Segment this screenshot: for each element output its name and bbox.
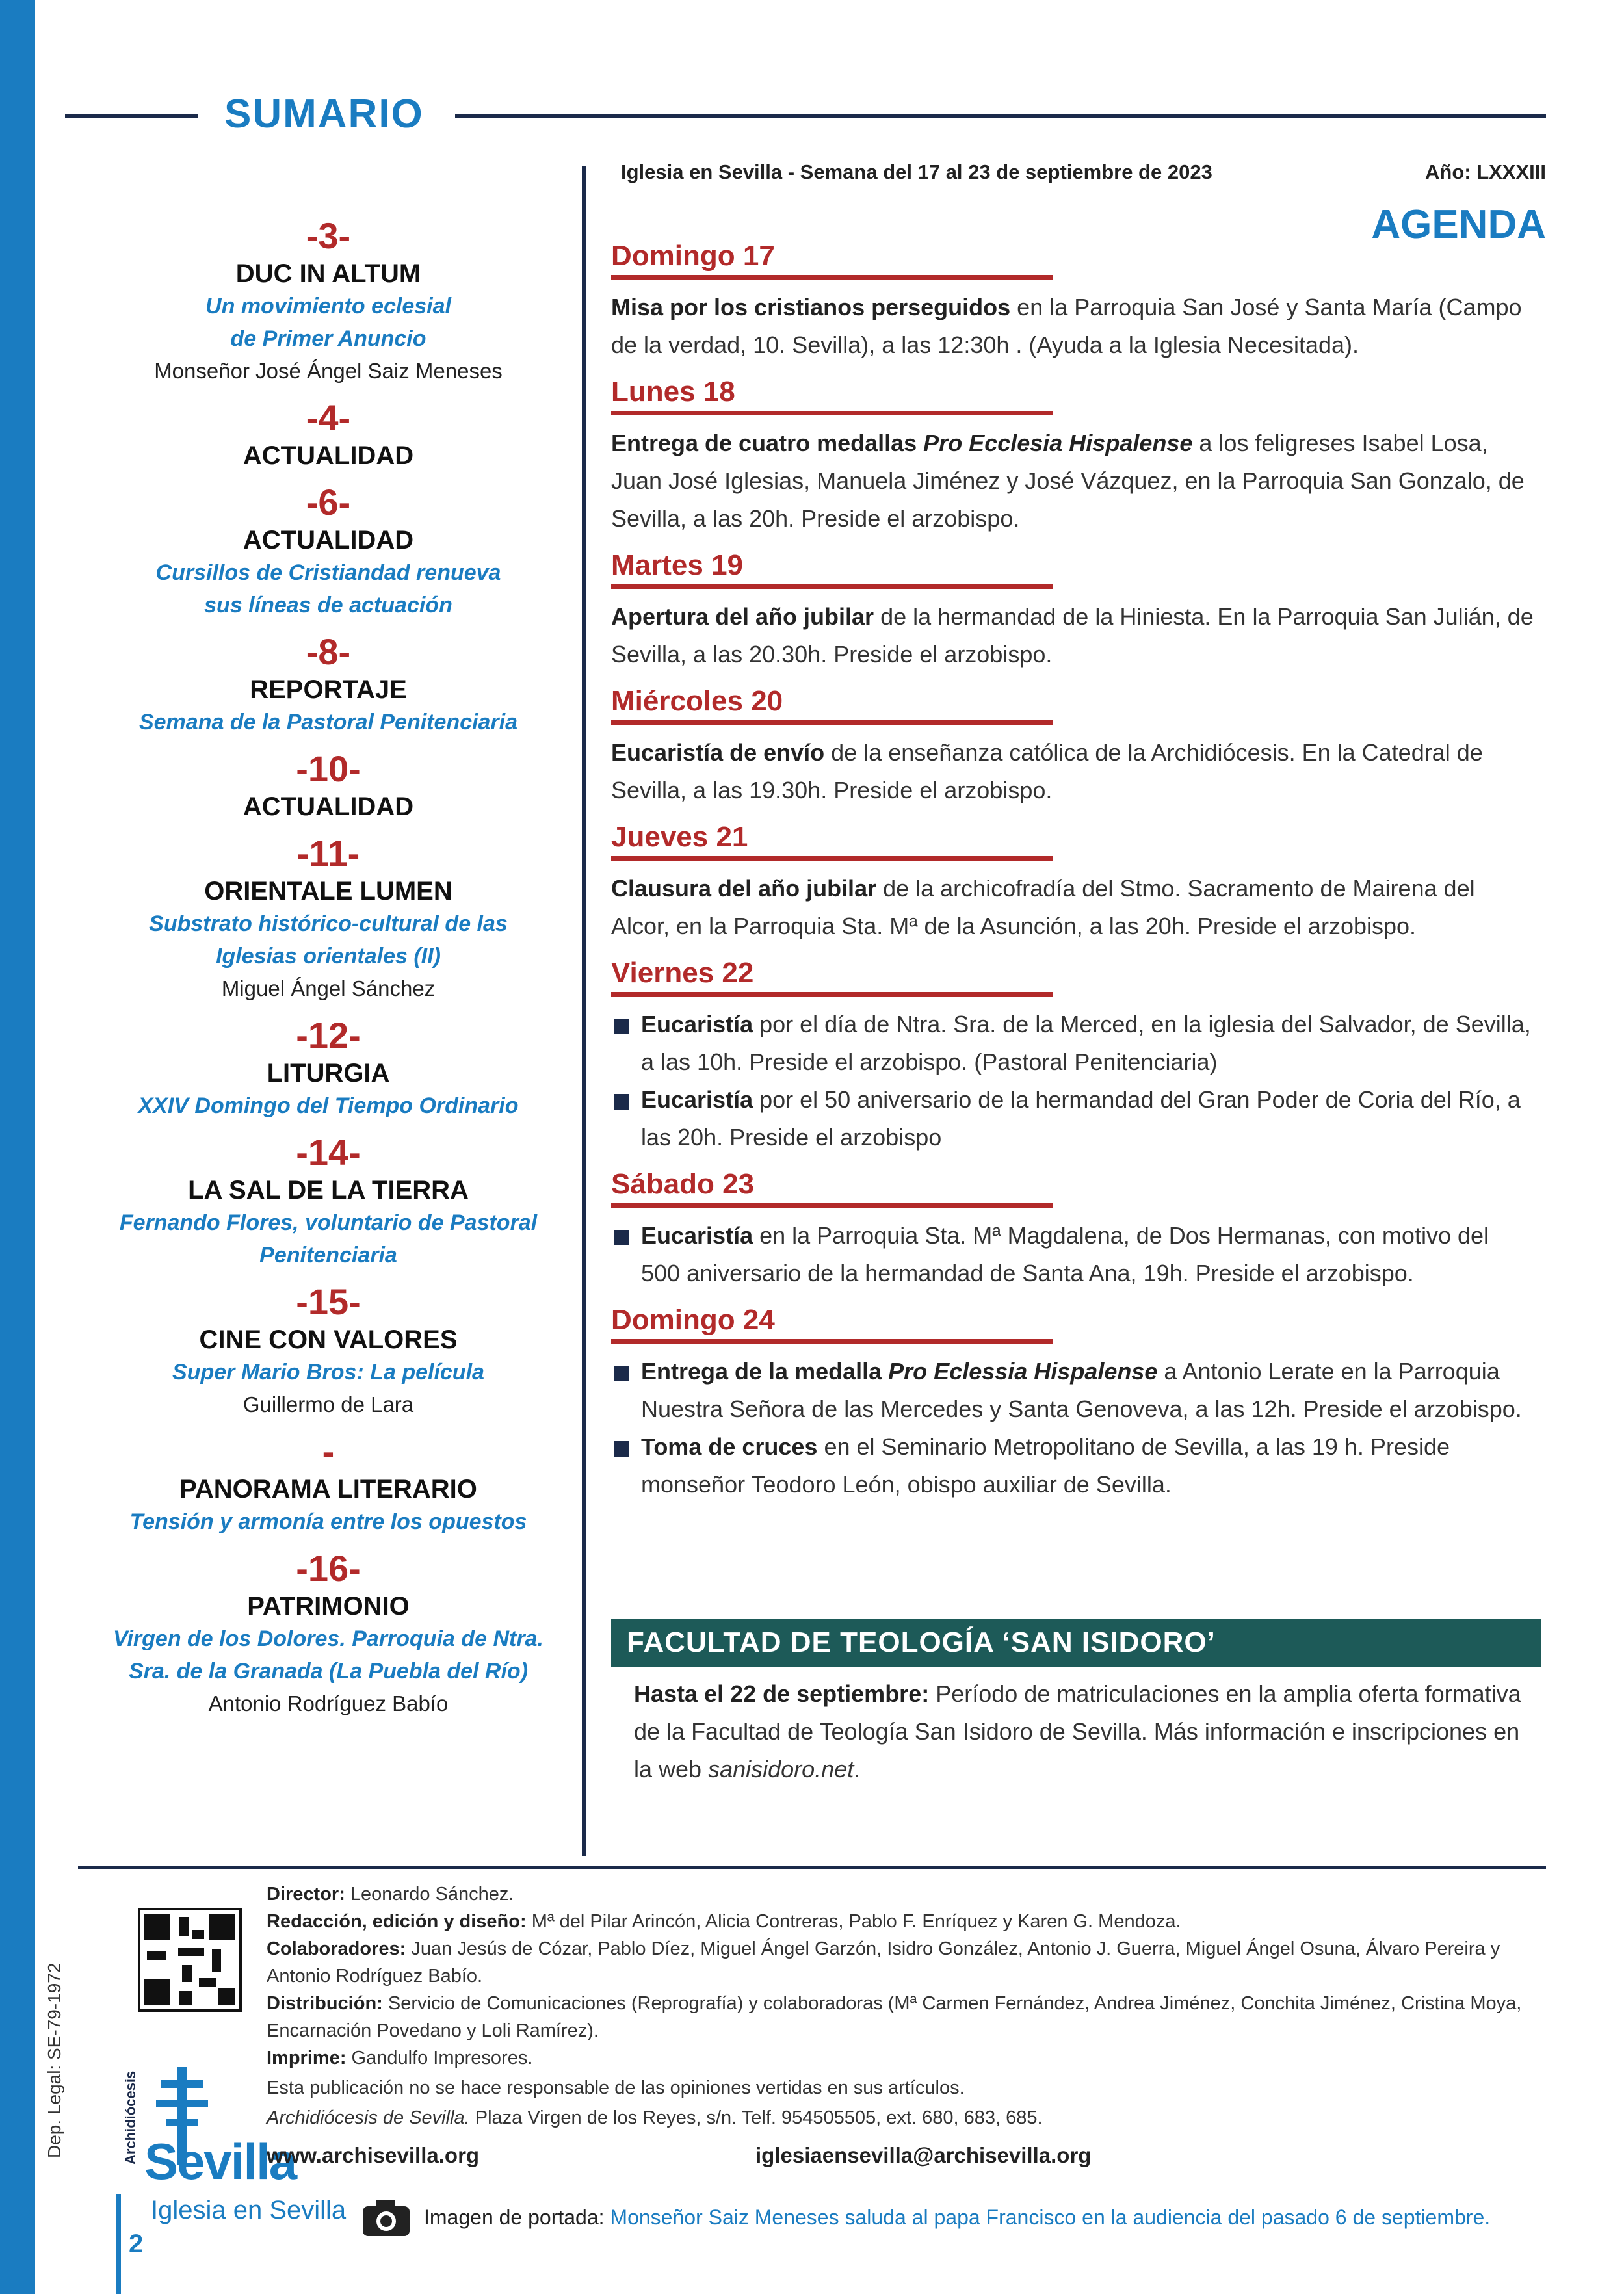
footer-rule [78, 1866, 1546, 1869]
agenda-day [611, 373, 1534, 538]
sumario-item[interactable] [78, 832, 579, 1005]
sumario-item[interactable] [78, 481, 579, 621]
brand-name: Iglesia en Sevilla [151, 2196, 347, 2224]
sumario-subtitle: Tensión y armonía entre los opuestos [129, 1509, 527, 1534]
credit-label: Distribución: [267, 1993, 383, 2014]
cover-caption [424, 2204, 1529, 2231]
cover-text: Monseñor Saiz Meneses saluda al papa Francisco en la audiencia del pasado 6 de septiembre. [604, 2206, 1491, 2229]
agenda-event [611, 598, 1534, 673]
agenda-day [611, 954, 1534, 1156]
address-org: Archidiócesis de Sevilla. [267, 2107, 470, 2128]
credit-text: Juan Jesús de Cózar, Pablo Díez, Miguel Ángel Garzón, Isidro González, Antonio J. Guerra, Miguel Ángel Osuna, Álvaro Pereira y Antonio Rodríguez Babío. [267, 1938, 1500, 1987]
agenda-event [611, 1428, 1534, 1504]
agenda-event-title: Misa por los cristianos perseguidos [611, 294, 1011, 320]
agenda-event [611, 1006, 1534, 1081]
website-link[interactable]: www.archisevilla.org [267, 2143, 480, 2167]
credit-line [267, 1990, 1547, 2044]
sumario-item[interactable] [78, 1430, 579, 1538]
agenda-event-text: a los feligreses Isabel Losa, Juan José Iglesias, Manuela Jiménez y José Vázquez, en la Parroquia San Gonzalo, de Sevilla, a las 20h. Preside el arzobispo. [611, 430, 1525, 532]
email-link[interactable]: iglesiaensevilla@archisevilla.org [755, 2143, 1092, 2167]
sumario-page-number: -10- [296, 748, 361, 789]
sumario-page-number: -6- [306, 482, 351, 523]
agenda-event [611, 870, 1534, 945]
agenda-event-text: en el Seminario Metropolitano de Sevilla, a las 19 h. Preside monseñor Teodoro León, obispo auxiliar de Sevilla. [641, 1433, 1450, 1498]
credit-label: Director: [267, 1884, 345, 1905]
credit-line [267, 1908, 1547, 1935]
qr-code[interactable] [138, 1908, 242, 2012]
credit-line [267, 1881, 1547, 1908]
sumario-page-number: -12- [296, 1015, 361, 1056]
agenda-event [611, 289, 1534, 364]
bullet-square-icon [614, 1094, 629, 1110]
credit-label: Colaboradores: [267, 1938, 406, 1959]
sumario-section: CINE CON VALORES [199, 1325, 458, 1354]
sumario-author: Miguel Ángel Sánchez [221, 976, 436, 1000]
agenda-event-title: Apertura del año jubilar [611, 603, 874, 630]
agenda-day-title: Viernes 22 [611, 954, 1053, 997]
sumario-item[interactable] [78, 1281, 579, 1421]
sumario-author: Antonio Rodríguez Babío [208, 1691, 449, 1715]
agenda-event-italic: Pro Eclessia Hispalense [888, 1358, 1158, 1385]
agenda-event-text: de la enseñanza católica de la Archidiócesis. En la Catedral de Sevilla, a las 19.30h. Preside el arzobispo. [611, 739, 1483, 803]
sumario-page-number: -4- [306, 397, 351, 438]
facultad-date: Hasta el 22 de septiembre: [634, 1680, 930, 1707]
sumario-page-number: -14- [296, 1132, 361, 1173]
sumario-page-number: -3- [306, 215, 351, 256]
publication-line: Iglesia en Sevilla - Semana del 17 al 23 de septiembre de 2023 [621, 161, 1212, 183]
agenda-title: AGENDA [1371, 202, 1546, 247]
agenda-day [611, 1301, 1534, 1504]
sumario-item[interactable] [78, 1131, 579, 1271]
sumario-item[interactable] [78, 1014, 579, 1122]
agenda-event-text: de la archicofradía del Stmo. Sacramento de Mairena del Alcor, en la Parroquia Sta. Mª de la Asunción, a las 20h. Preside el arzobispo. [611, 875, 1475, 939]
agenda-event [611, 1081, 1534, 1156]
agenda-event-text: por el día de Ntra. Sra. de la Merced, en la iglesia del Salvador, de Sevilla, a las 10h. Preside el arzobispo. (Pastoral Penitenciaria) [641, 1011, 1531, 1075]
credit-line [267, 1935, 1547, 1990]
bullet-square-icon [614, 1230, 629, 1245]
agenda-event-text: en la Parroquia San José y Santa María (Campo de la verdad, 10. Sevilla), a las 12:30h . (Ayuda a la Iglesia Necesitada). [611, 294, 1522, 358]
sumario-author: Monseñor José Ángel Saiz Meneses [154, 359, 503, 383]
agenda-day-title: Domingo 24 [611, 1301, 1053, 1344]
facultad-banner: FACULTAD DE TEOLOGÍA ‘SAN ISIDORO’ [611, 1619, 1541, 1667]
sumario-item[interactable] [78, 1547, 579, 1720]
facultad-body: Período de matriculaciones en la amplia oferta formativa de la Facultad de Teología San Isidoro de Sevilla. Más información e inscripciones en la web [634, 1680, 1521, 1782]
left-accent-bar [0, 0, 35, 2294]
sumario-author: Guillermo de Lara [242, 1392, 414, 1416]
agenda-day-title: Domingo 17 [611, 237, 1053, 280]
page-number: 2 [129, 2230, 144, 2258]
agenda-event-title: Eucaristía [641, 1011, 753, 1037]
year-label: Año: LXXXIII [1425, 161, 1546, 183]
sumario-subtitle: Substrato histórico-cultural de las [149, 911, 508, 936]
sumario-section: LA SAL DE LA TIERRA [188, 1176, 469, 1205]
sumario-subtitle: Virgen de los Dolores. Parroquia de Ntra. [113, 1626, 544, 1651]
sumario-section: PANORAMA LITERARIO [179, 1475, 477, 1504]
sumario-subtitle: sus líneas de actuación [204, 593, 452, 618]
credit-text: Mª del Pilar Arincón, Alicia Contreras, Pablo F. Enríquez y Karen G. Mendoza. [526, 1911, 1181, 1932]
agenda-event [611, 1353, 1534, 1428]
sumario-section: PATRIMONIO [247, 1592, 410, 1621]
address-text: Plaza Virgen de los Reyes, s/n. Telf. 954505505, ext. 680, 683, 685. [469, 2107, 1043, 2128]
dep-legal: Dep. Legal: SE-79-1972 [44, 1962, 64, 2158]
facultad-web-link[interactable]: sanisidoro.net [708, 1756, 854, 1782]
credits-block [267, 1881, 1547, 2131]
sumario-page-number: -8- [306, 631, 351, 672]
agenda-event-italic: Pro Ecclesia Hispalense [923, 430, 1193, 456]
sumario-section: ACTUALIDAD [242, 441, 414, 470]
logo-sevilla-text: Sevilla [144, 2133, 296, 2190]
top-rule-right [455, 114, 1546, 118]
agenda-event-text: a Antonio Lerate en la Parroquia Nuestra Señora de las Mercedes y Santa Genoveva, a las 12h. Preside el arzobispo. [641, 1358, 1522, 1422]
agenda-event-title: Clausura del año jubilar [611, 875, 877, 902]
sumario-list [78, 215, 579, 1729]
sumario-subtitle: Sra. de la Granada (La Puebla del Río) [128, 1659, 529, 1684]
facultad-text [634, 1675, 1531, 1788]
agenda-day [611, 683, 1534, 809]
logo-archidiocesis-label: Archidiócesis [122, 2070, 138, 2165]
agenda-event-title: Toma de cruces [641, 1433, 818, 1460]
bullet-square-icon [614, 1019, 629, 1034]
camera-icon [361, 2198, 411, 2237]
sumario-subtitle: Super Mario Bros: La película [172, 1360, 484, 1385]
sumario-section: DUC IN ALTUM [235, 259, 421, 288]
sumario-section: ACTUALIDAD [242, 526, 414, 554]
agenda-event-title: Entrega de la medalla [641, 1358, 889, 1385]
agenda-day-title: Jueves 21 [611, 818, 1053, 861]
sumario-subtitle: de Primer Anuncio [230, 326, 426, 351]
sumario-subtitle: XXIV Domingo del Tiempo Ordinario [138, 1093, 519, 1118]
sumario-title: SUMARIO [224, 92, 424, 137]
agenda-day [611, 1166, 1534, 1292]
sumario-page-number: -11- [296, 833, 360, 874]
column-divider [582, 166, 586, 1856]
agenda-day-title: Martes 19 [611, 547, 1053, 589]
agenda-day [611, 237, 1534, 364]
agenda-event-title: Eucaristía [641, 1222, 753, 1249]
agenda-event-title: Entrega de cuatro medallas [611, 430, 924, 456]
agenda-event-text: en la Parroquia Sta. Mª Magdalena, de Dos Hermanas, con motivo del 500 aniversario de la hermandad de Santa Ana, 19h. Preside el arzobispo. [641, 1222, 1489, 1286]
agenda-event [611, 424, 1534, 538]
agenda-list [611, 237, 1534, 1513]
disclaimer: Esta publicación no se hace responsable de las opiniones vertidas en sus artículos. [267, 2078, 965, 2098]
credit-line [267, 2044, 1547, 2072]
agenda-day-title: Miércoles 20 [611, 683, 1053, 725]
page-number-bar [116, 2194, 121, 2294]
credit-label: Redacción, edición y diseño: [267, 1911, 527, 1932]
agenda-event-text: de la hermandad de la Hiniesta. En la Parroquia San Julián, de Sevilla, a las 20.30h. Preside el arzobispo. [611, 603, 1534, 668]
facultad-end: . [854, 1756, 861, 1782]
sumario-page-number: -16- [296, 1548, 361, 1589]
cover-label: Imagen de portada: [424, 2206, 605, 2229]
sumario-item[interactable] [78, 215, 579, 387]
sumario-page-number: - [322, 1431, 335, 1472]
credit-label: Imprime: [267, 2048, 347, 2068]
sumario-subtitle: Cursillos de Cristiandad renueva [155, 560, 501, 585]
sumario-subtitle: Iglesias orientales (II) [216, 944, 441, 969]
address-line [267, 2104, 1547, 2131]
sumario-item[interactable] [78, 397, 579, 472]
sumario-subtitle: Un movimiento eclesial [205, 294, 451, 319]
sumario-section: LITURGIA [267, 1059, 390, 1088]
bullet-square-icon [614, 1441, 629, 1457]
agenda-event-title: Eucaristía [641, 1086, 753, 1113]
agenda-event [611, 1217, 1534, 1292]
agenda-day [611, 818, 1534, 945]
credit-text: Leonardo Sánchez. [345, 1884, 514, 1905]
sumario-section: ACTUALIDAD [242, 792, 414, 821]
sumario-section: REPORTAJE [250, 675, 407, 704]
credit-text: Gandulfo Impresores. [346, 2048, 533, 2068]
sumario-item[interactable] [78, 748, 579, 823]
bullet-square-icon [614, 1366, 629, 1381]
top-rule-left [65, 114, 198, 118]
sumario-item[interactable] [78, 631, 579, 738]
credit-text: Servicio de Comunicaciones (Reprografía) y colaboradoras (Mª Carmen Fernández, Andrea Jiménez, Conchita Jiménez, Cristina Moya, Encarnación Povedano y Loli Ramírez). [267, 1993, 1522, 2041]
sumario-section: ORIENTALE LUMEN [204, 877, 452, 906]
sumario-subtitle: Penitenciaria [259, 1243, 397, 1268]
sumario-page-number: -15- [296, 1281, 361, 1322]
agenda-day [611, 547, 1534, 673]
agenda-event [611, 734, 1534, 809]
sumario-subtitle: Semana de la Pastoral Penitenciaria [138, 710, 518, 735]
sumario-subtitle: Fernando Flores, voluntario de Pastoral [119, 1210, 538, 1235]
agenda-day-title: Lunes 18 [611, 373, 1053, 415]
agenda-day-title: Sábado 23 [611, 1166, 1053, 1208]
agenda-event-title: Eucaristía de envío [611, 739, 825, 766]
agenda-event-text: por el 50 aniversario de la hermandad del Gran Poder de Coria del Río, a las 20h. Preside el arzobispo [641, 1086, 1521, 1151]
